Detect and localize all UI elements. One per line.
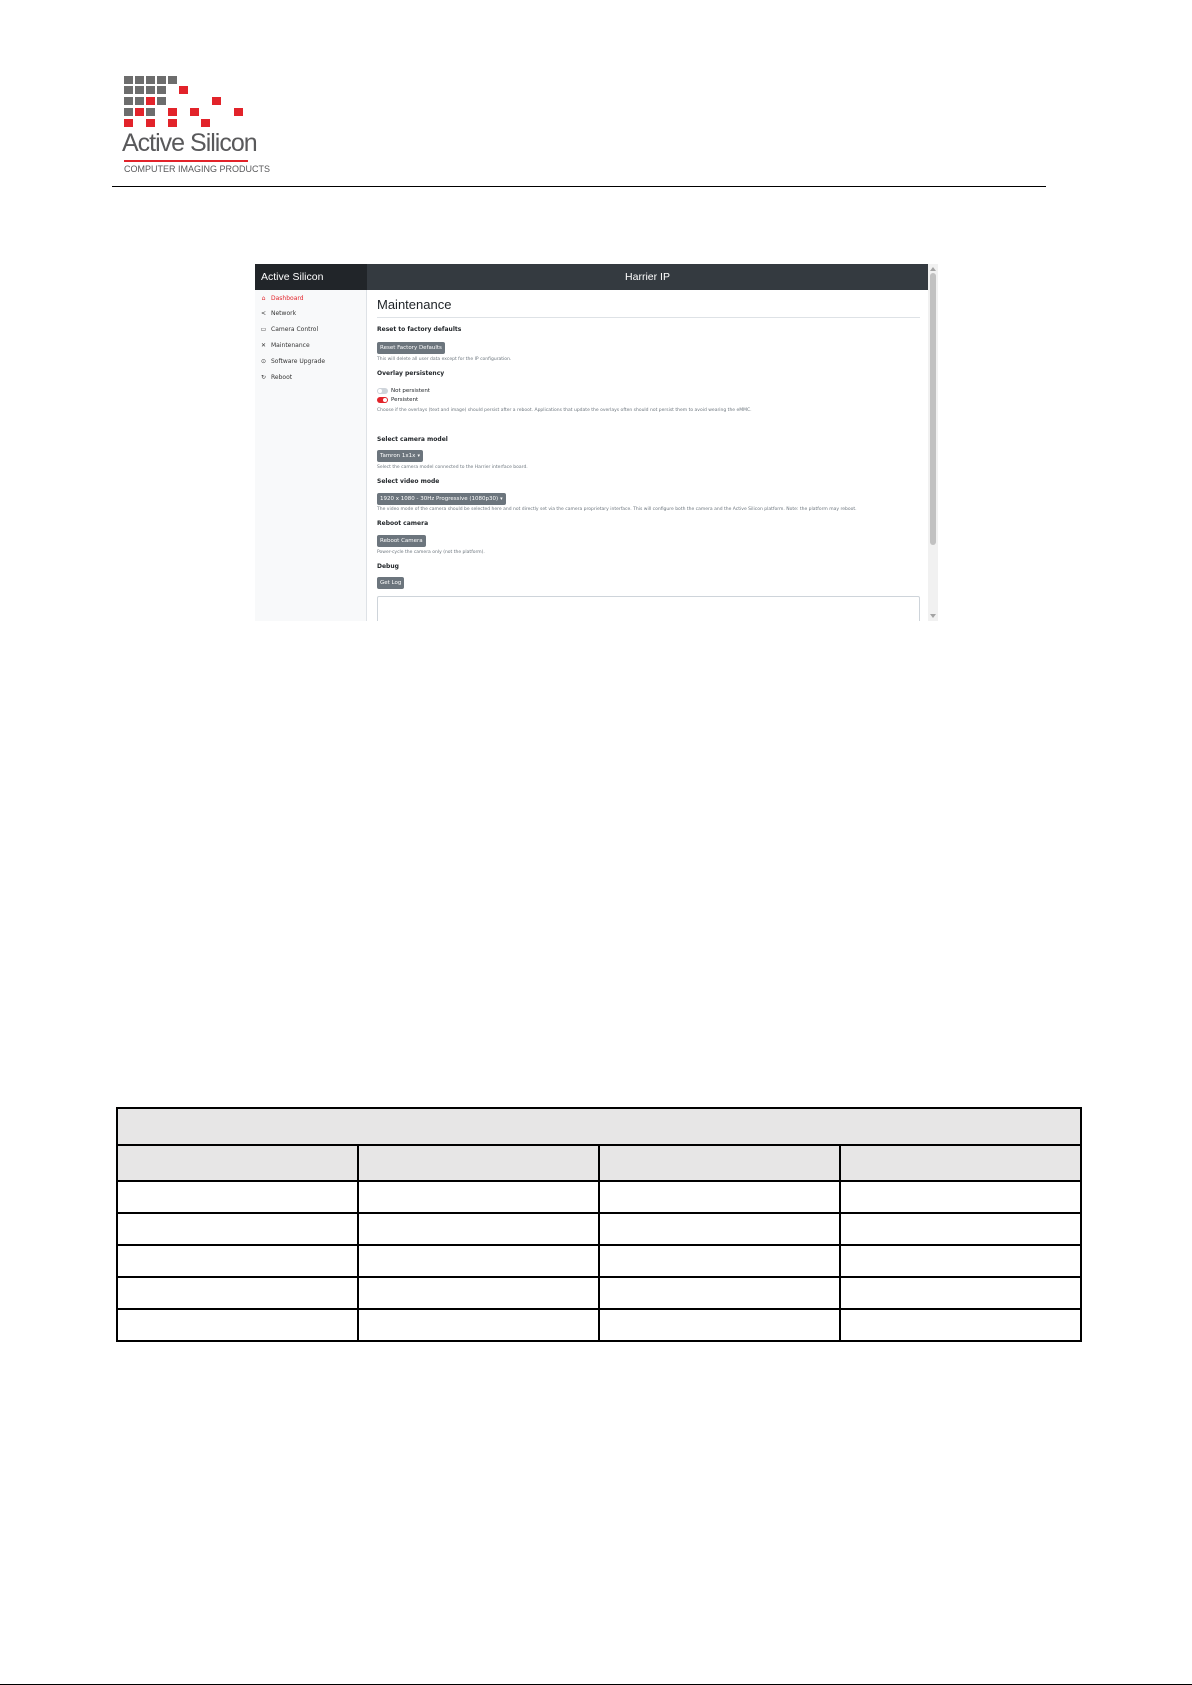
vertical-scrollbar[interactable] xyxy=(928,264,938,621)
video-mode-value: 1920 x 1080 - 30Hz Progressive (1080p30) xyxy=(380,496,499,502)
sidebar xyxy=(255,290,367,621)
main-content xyxy=(367,290,928,621)
share-icon: < xyxy=(260,309,267,317)
table-header-cell xyxy=(599,1145,840,1181)
factory-reset-heading: Reset to factory defaults xyxy=(377,326,462,333)
sidebar-item-maintenance[interactable] xyxy=(260,338,310,352)
table-cell xyxy=(358,1245,599,1277)
video-mode-help: The video mode of the camera should be selected here and not directly set via the camera proprietary interface. This will configure both the camera and the Active Silicon platform. Note: the platform may reboot. xyxy=(377,507,857,512)
table-cell xyxy=(599,1309,840,1341)
reboot-camera-button[interactable]: Reboot Camera xyxy=(377,535,426,547)
table-cell xyxy=(840,1245,1081,1277)
table-header-row xyxy=(117,1145,1081,1181)
logo-underline xyxy=(124,160,248,162)
table-cell xyxy=(117,1181,358,1213)
caret-down-icon: ▾ xyxy=(500,496,503,502)
empty-table xyxy=(116,1107,1082,1342)
sidebar-item-label: Reboot xyxy=(271,373,293,381)
debug-heading: Debug xyxy=(377,563,399,570)
logo-wordmark: Active Silicon xyxy=(122,129,257,157)
table-cell xyxy=(358,1277,599,1309)
sidebar-item-camera-control[interactable] xyxy=(260,322,318,336)
sidebar-item-software-upgrade[interactable] xyxy=(260,354,325,368)
sidebar-brand: Active Silicon xyxy=(255,264,367,290)
table-row xyxy=(117,1245,1081,1277)
table-row xyxy=(117,1277,1081,1309)
sidebar-item-network[interactable] xyxy=(260,306,296,320)
table-cell xyxy=(599,1213,840,1245)
upgrade-icon: ⊙ xyxy=(260,357,267,365)
logo-mosaic-icon xyxy=(124,76,248,128)
home-icon: ⌂ xyxy=(261,294,266,302)
table-cell xyxy=(840,1181,1081,1213)
camera-model-heading: Select camera model xyxy=(377,436,448,443)
table-row xyxy=(117,1181,1081,1213)
sidebar-item-reboot[interactable] xyxy=(260,370,292,384)
table-cell xyxy=(840,1309,1081,1341)
table-cell xyxy=(117,1309,358,1341)
table-cell xyxy=(599,1181,840,1213)
video-mode-heading: Select video mode xyxy=(377,478,440,485)
get-log-button[interactable]: Get Log xyxy=(377,577,404,589)
reset-factory-defaults-button[interactable]: Reset Factory Defaults xyxy=(377,342,445,354)
toggle-switch-off[interactable] xyxy=(377,388,388,394)
scroll-down-icon[interactable] xyxy=(930,614,936,618)
toggle-switch-on[interactable] xyxy=(377,397,388,403)
scroll-up-icon[interactable] xyxy=(930,267,936,271)
company-logo xyxy=(122,76,271,174)
top-bar-title: Harrier IP xyxy=(367,264,928,290)
title-divider xyxy=(377,317,920,318)
table-cell xyxy=(599,1245,840,1277)
reboot-camera-heading: Reboot camera xyxy=(377,520,429,527)
overlay-persistent-option[interactable] xyxy=(377,397,418,403)
page-title: Maintenance xyxy=(377,297,452,312)
table-cell xyxy=(358,1181,599,1213)
table-header-cell xyxy=(358,1145,599,1181)
table-cell xyxy=(599,1277,840,1309)
video-mode-dropdown[interactable] xyxy=(377,493,506,505)
video-camera-icon: ▭ xyxy=(260,325,267,333)
scroll-thumb[interactable] xyxy=(930,273,936,545)
overlay-help: Choose if the overlays (text and image) should persist after a reboot. Applications that update the overlays often should not persist them to avoid wearing the eMMC. xyxy=(377,408,752,413)
table-title-cell xyxy=(117,1108,1081,1145)
sidebar-item-label: Camera Control xyxy=(271,325,319,333)
log-output-textarea[interactable] xyxy=(377,596,920,621)
table-cell xyxy=(358,1309,599,1341)
sidebar-item-label: Network xyxy=(271,309,297,317)
table-cell xyxy=(117,1277,358,1309)
toggle-label: Persistent xyxy=(391,397,419,403)
table-cell xyxy=(358,1213,599,1245)
sidebar-item-label: Software Upgrade xyxy=(271,357,326,365)
caret-down-icon: ▾ xyxy=(417,453,420,459)
reboot-camera-help: Power-cycle the camera only (not the platform). xyxy=(377,550,485,555)
sidebar-item-dashboard[interactable] xyxy=(260,291,304,305)
table-title-row xyxy=(117,1108,1081,1145)
table-row xyxy=(117,1213,1081,1245)
table-cell xyxy=(840,1213,1081,1245)
factory-reset-help: This will delete all user data except for the IP configuration. xyxy=(377,357,512,362)
camera-model-value: Tamron 1x1x xyxy=(380,453,416,459)
table-header-cell xyxy=(840,1145,1081,1181)
refresh-icon: ↻ xyxy=(260,373,267,381)
toggle-label: Not persistent xyxy=(391,388,430,394)
camera-model-dropdown[interactable] xyxy=(377,450,423,462)
tools-icon: ✕ xyxy=(260,341,267,349)
table-cell xyxy=(840,1277,1081,1309)
sidebar-item-label: Dashboard xyxy=(271,294,304,302)
table-row xyxy=(117,1309,1081,1341)
harrier-ip-screenshot xyxy=(255,264,938,621)
overlay-persistency-heading: Overlay persistency xyxy=(377,370,445,377)
header-divider xyxy=(112,186,1046,187)
table-cell xyxy=(117,1245,358,1277)
camera-model-help: Select the camera model connected to the Harrier interface board. xyxy=(377,465,528,470)
overlay-not-persistent-option[interactable] xyxy=(377,388,430,394)
table-header-cell xyxy=(117,1145,358,1181)
logo-tagline: COMPUTER IMAGING PRODUCTS xyxy=(124,164,271,174)
sidebar-item-label: Maintenance xyxy=(271,341,310,349)
table-cell xyxy=(117,1213,358,1245)
